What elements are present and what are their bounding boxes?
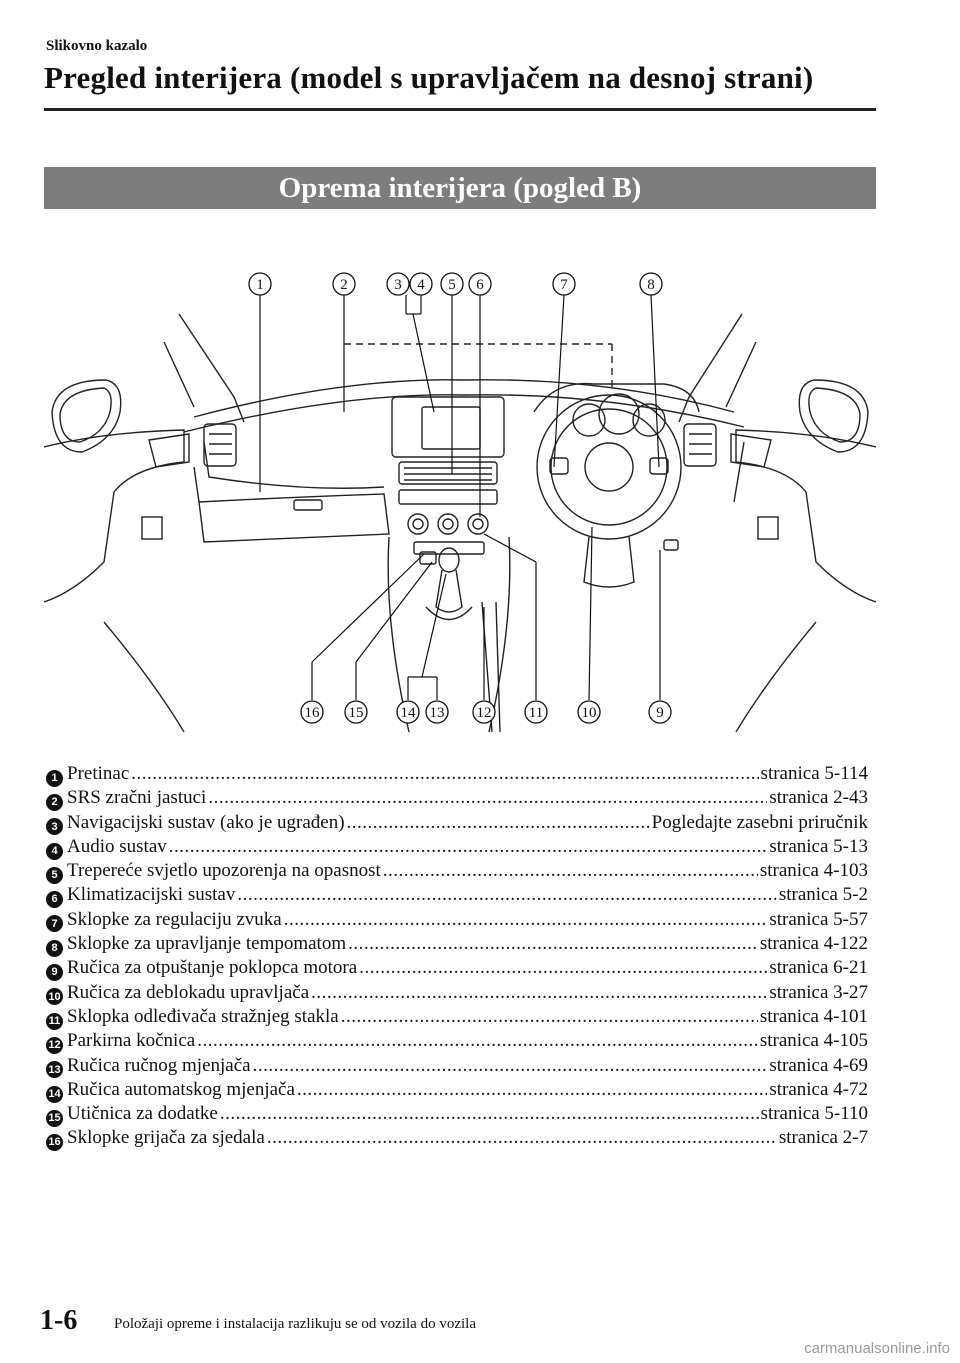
dot-leader — [237, 883, 777, 907]
callouts-bottom — [301, 701, 671, 723]
number-badge: 13 — [46, 1061, 63, 1078]
page-title: Pregled interijera (model s upravljačem na desnoj strani) — [44, 60, 814, 95]
legend-label: Ručica za otpuštanje poklopca motora — [67, 957, 358, 979]
dot-leader — [131, 762, 758, 786]
callout-number: 7 — [560, 277, 568, 293]
page-reference: stranica 2-43 — [769, 787, 868, 809]
legend-label: Klimatizacijski sustav — [67, 884, 236, 906]
number-badge: 8 — [46, 940, 63, 957]
dot-leader — [197, 1029, 758, 1053]
hood-release-lever — [664, 540, 678, 550]
center-stack — [388, 397, 510, 732]
door-panel-right — [731, 430, 876, 732]
dot-leader — [267, 1126, 777, 1150]
section-banner — [44, 167, 876, 209]
page-reference: stranica 4-101 — [759, 1005, 868, 1027]
callout-number: 2 — [340, 277, 348, 293]
side-mirror-left — [52, 380, 121, 452]
legend-item — [46, 932, 868, 956]
legend-item — [46, 1102, 868, 1126]
legend-item — [46, 908, 868, 932]
door-panel-left — [44, 430, 189, 732]
number-badge: 5 — [46, 867, 63, 884]
dot-leader — [347, 811, 650, 835]
number-badge: 1 — [46, 770, 63, 787]
legend-label: Utičnica za dodatke — [67, 1103, 218, 1125]
legend-item — [46, 883, 868, 907]
callout-number: 16 — [304, 705, 320, 721]
callout-number: 13 — [429, 705, 445, 721]
page-reference: Pogledajte zasebni priručnik — [651, 811, 868, 833]
interior-diagram — [44, 262, 876, 732]
leader-lines-bottom — [312, 527, 660, 700]
title-divider — [44, 108, 876, 111]
side-mirror-right — [799, 380, 868, 452]
dot-leader — [253, 1054, 768, 1078]
number-badge: 7 — [46, 915, 63, 932]
page-reference: stranica 4-69 — [769, 1054, 868, 1076]
callout-number: 6 — [476, 277, 484, 293]
callout-number: 11 — [528, 705, 544, 721]
legend-item — [46, 1126, 868, 1150]
callout-number: 3 — [394, 277, 402, 293]
page-reference: stranica 4-105 — [759, 1030, 868, 1052]
legend-label: Sklopke za regulaciju zvuka — [67, 908, 282, 930]
callout-number: 14 — [400, 705, 416, 721]
legend-label: Ručica ručnog mjenjača — [67, 1054, 251, 1076]
legend-label: Audio sustav — [67, 835, 167, 857]
number-badge: 2 — [46, 794, 63, 811]
number-badge: 6 — [46, 891, 63, 908]
legend-label: Parkirna kočnica — [67, 1030, 196, 1052]
legend-label: Pretinac — [67, 763, 130, 784]
callout-number: 4 — [417, 277, 425, 293]
dot-leader — [297, 1078, 767, 1102]
legend-label: Ručica za deblokadu upravljača — [67, 981, 310, 1003]
dot-leader — [348, 932, 758, 956]
legend-item — [46, 1054, 868, 1078]
legend-label: Trepereće svjetlo upozorenja na opasnost — [67, 860, 381, 882]
callouts-top — [249, 273, 662, 295]
legend-label: Sklopke za upravljanje tempomatom — [67, 933, 347, 955]
callout-number: 10 — [581, 705, 597, 721]
page-reference: stranica 4-122 — [759, 933, 868, 955]
legend-item — [46, 1078, 868, 1102]
callout-number: 8 — [647, 277, 655, 293]
page-reference: stranica 5-114 — [760, 763, 868, 784]
legend-label: Navigacijski sustav (ako je ugrađen) — [67, 811, 345, 833]
number-badge: 14 — [46, 1086, 63, 1103]
dot-leader — [284, 908, 768, 932]
number-badge: 16 — [46, 1134, 63, 1151]
number-badge: 11 — [46, 1013, 63, 1030]
page-reference: stranica 3-27 — [769, 981, 868, 1003]
callout-number: 12 — [476, 705, 492, 721]
page-reference: stranica 6-21 — [769, 957, 868, 979]
legend-label: Ručica automatskog mjenjača — [67, 1078, 295, 1100]
dot-leader — [220, 1102, 759, 1126]
legend-item — [46, 956, 868, 980]
page-reference: stranica 5-13 — [769, 835, 868, 857]
page-reference: stranica 5-110 — [760, 1103, 868, 1125]
legend-item — [46, 1005, 868, 1029]
legend-label: Sklopka odleđivača stražnjeg stakla — [67, 1005, 339, 1027]
legend-item — [46, 786, 868, 810]
dot-leader — [311, 981, 767, 1005]
legend-item — [46, 1029, 868, 1053]
dot-leader — [359, 956, 767, 980]
footer-note: Položaji opreme i instalacija razlikuju se od vozila do vozila — [114, 1316, 476, 1332]
legend-label: SRS zračni jastuci — [67, 787, 207, 809]
number-badge: 12 — [46, 1037, 63, 1054]
page-reference: stranica 5-2 — [778, 884, 868, 906]
number-badge: 3 — [46, 818, 63, 835]
page-reference: stranica 4-72 — [769, 1078, 868, 1100]
dot-leader — [169, 835, 768, 859]
gear-shift — [420, 548, 472, 620]
page-number: 1-6 — [40, 1305, 78, 1336]
page-reference: stranica 4-103 — [759, 860, 868, 882]
legend-item — [46, 811, 868, 835]
windshield-pillars — [164, 314, 756, 422]
callout-number: 1 — [256, 277, 264, 293]
glove-box — [199, 494, 389, 542]
callout-number: 9 — [656, 705, 664, 721]
dot-leader — [341, 1005, 758, 1029]
number-badge: 4 — [46, 843, 63, 860]
legend-label: Sklopke grijača za sjedala — [67, 1127, 265, 1149]
dot-leader — [383, 859, 758, 883]
legend-item — [46, 859, 868, 883]
air-vents — [204, 424, 716, 466]
dot-leader — [208, 786, 767, 810]
callout-number: 15 — [348, 705, 364, 721]
number-badge: 15 — [46, 1110, 63, 1127]
number-badge: 10 — [46, 988, 63, 1005]
section-label: Slikovno kazalo — [46, 38, 148, 54]
number-badge: 9 — [46, 964, 63, 981]
callout-number: 5 — [448, 277, 456, 293]
legend-list — [46, 762, 868, 1151]
page-reference: stranica 2-7 — [778, 1127, 868, 1149]
page-reference: stranica 5-57 — [769, 908, 868, 930]
legend-item — [46, 981, 868, 1005]
watermark: carmanualsonline.info — [804, 1340, 950, 1357]
legend-item — [46, 835, 868, 859]
legend-item — [46, 762, 868, 786]
banner-title: Oprema interijera (pogled B) — [278, 171, 642, 204]
